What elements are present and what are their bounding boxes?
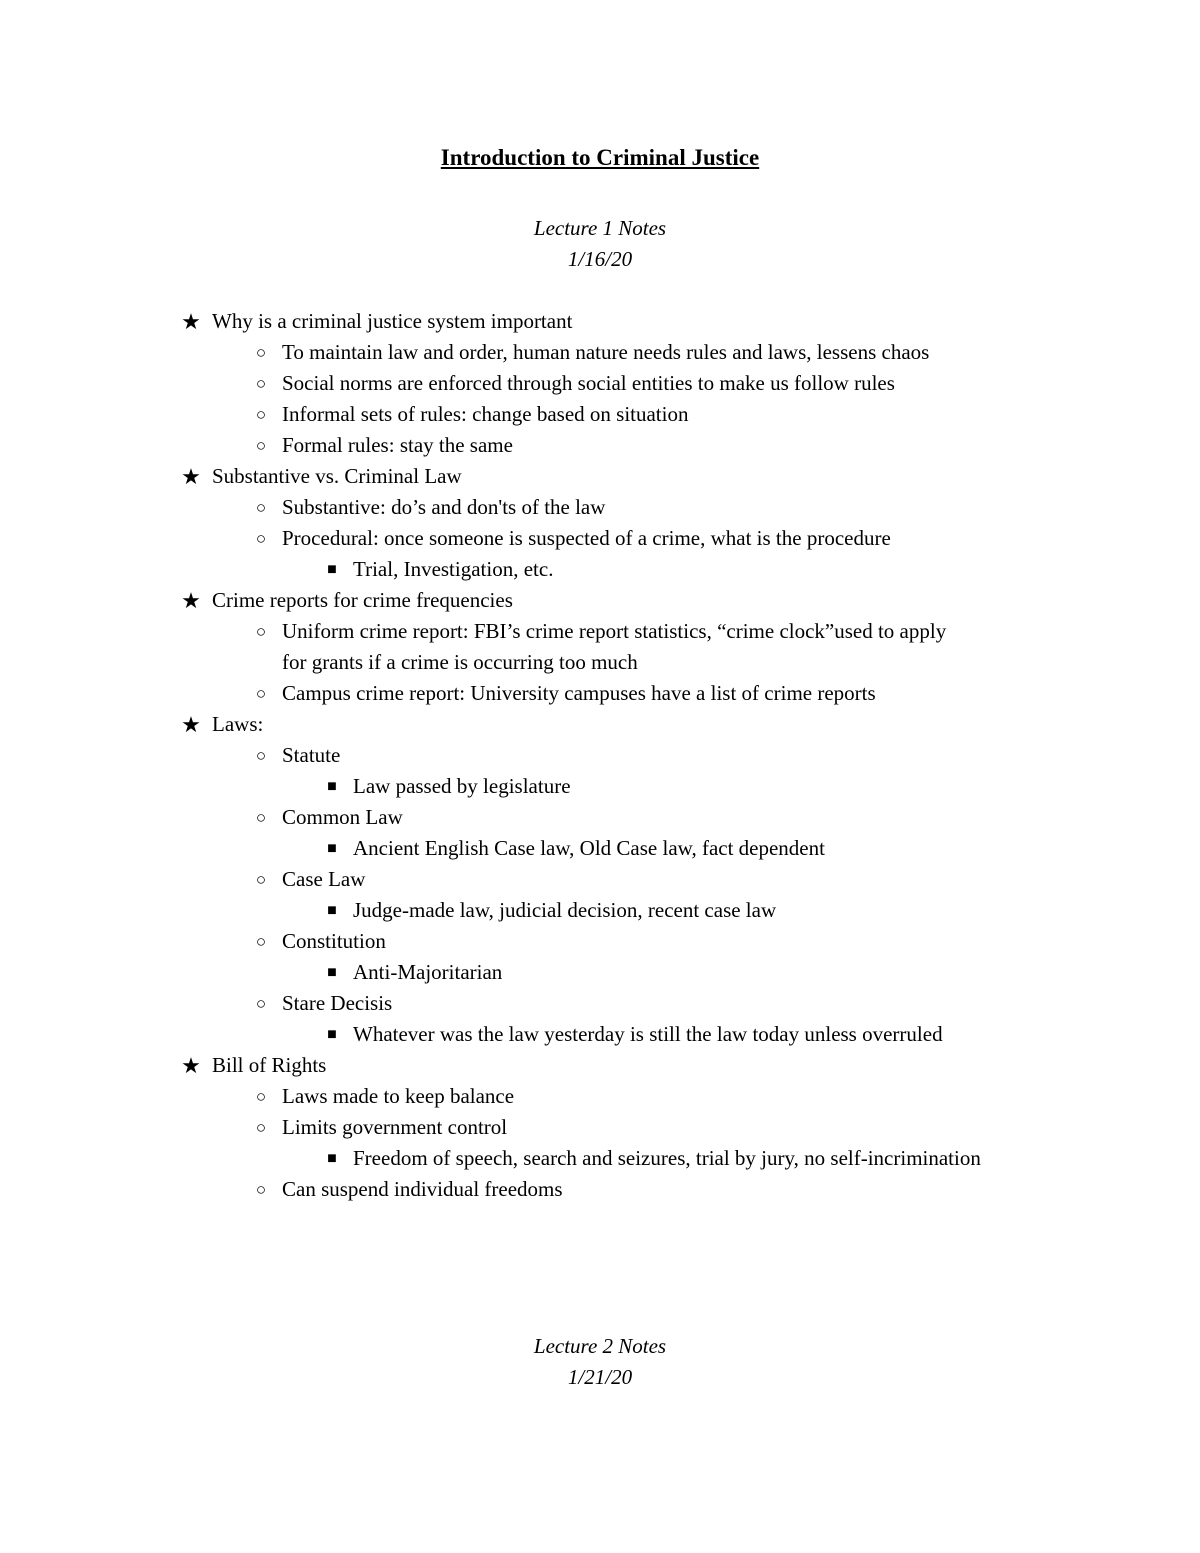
note-text: Uniform crime report: FBI’s crime report statistics, “crime clock”used to apply [282, 619, 947, 643]
note-text: Can suspend individual freedoms [282, 1177, 563, 1201]
star-bullet-icon: ★ [181, 588, 201, 613]
star-bullet-icon: ★ [181, 1053, 201, 1078]
note-text: Crime reports for crime frequencies [212, 588, 513, 612]
note-text: Judge-made law, judicial decision, recent case law [353, 898, 777, 922]
star-bullet-icon: ★ [181, 712, 201, 737]
circle-bullet-icon: ○ [255, 1087, 267, 1106]
note-text: Law passed by legislature [353, 774, 571, 798]
note-point [255, 368, 895, 399]
note-text: Informal sets of rules: change based on situation [282, 402, 689, 426]
note-text: Stare Decisis [282, 991, 393, 1015]
lecture-2-heading: Lecture 2 Notes [533, 1334, 667, 1358]
note-point [255, 337, 930, 368]
note-text: Freedom of speech, search and seizures, trial by jury, no self-incrimination [353, 1146, 981, 1170]
note-text: Substantive: do’s and don'ts of the law [282, 495, 606, 519]
note-text: Ancient English Case law, Old Case law, fact dependent [353, 836, 825, 860]
note-point [255, 1174, 563, 1205]
note-point [255, 678, 876, 709]
note-point [255, 1081, 515, 1112]
circle-bullet-icon: ○ [255, 529, 267, 548]
note-point [255, 988, 393, 1019]
square-bullet-icon: ■ [327, 778, 337, 795]
square-bullet-icon: ■ [327, 840, 337, 857]
note-text: To maintain law and order, human nature needs rules and laws, lessens chaos [282, 340, 930, 364]
square-bullet-icon: ■ [327, 1150, 337, 1167]
note-detail [327, 833, 825, 864]
square-bullet-icon: ■ [327, 561, 337, 578]
circle-bullet-icon: ○ [255, 1118, 267, 1137]
note-detail [327, 895, 777, 926]
circle-bullet-icon: ○ [255, 746, 267, 765]
note-topic [181, 709, 264, 740]
note-text: Substantive vs. Criminal Law [212, 464, 462, 488]
note-point [255, 926, 386, 957]
circle-bullet-icon: ○ [255, 343, 267, 362]
square-bullet-icon: ■ [327, 902, 337, 919]
star-bullet-icon: ★ [181, 309, 201, 334]
square-bullet-icon: ■ [327, 1026, 337, 1043]
note-text: Whatever was the law yesterday is still the law today unless overruled [353, 1022, 943, 1046]
lecture-2-date: 1/21/20 [567, 1365, 633, 1389]
note-topic [181, 306, 573, 337]
circle-bullet-icon: ○ [255, 405, 267, 424]
note-point [255, 616, 947, 678]
star-bullet-icon: ★ [181, 464, 201, 489]
note-text: Laws: [212, 712, 264, 736]
circle-bullet-icon: ○ [255, 1180, 267, 1199]
note-text: Why is a criminal justice system important [212, 309, 573, 333]
note-text: Statute [282, 743, 341, 767]
square-bullet-icon: ■ [327, 964, 337, 981]
circle-bullet-icon: ○ [255, 684, 267, 703]
note-text: Constitution [282, 929, 386, 953]
circle-bullet-icon: ○ [255, 498, 267, 517]
note-detail [327, 1019, 943, 1050]
circle-bullet-icon: ○ [255, 436, 267, 455]
note-text: Trial, Investigation, etc. [353, 557, 554, 581]
note-text: Laws made to keep balance [282, 1084, 515, 1108]
note-text: Anti-Majoritarian [353, 960, 503, 984]
note-point [255, 1112, 508, 1143]
note-text: Formal rules: stay the same [282, 433, 513, 457]
note-text: Procedural: once someone is suspected of a crime, what is the procedure [282, 526, 891, 550]
note-text: Limits government control [282, 1115, 508, 1139]
note-topic [181, 1050, 327, 1081]
note-point [255, 399, 689, 430]
note-detail [327, 771, 571, 802]
note-text: Campus crime report: University campuses have a list of crime reports [282, 681, 876, 705]
note-detail [327, 554, 554, 585]
note-detail [327, 1143, 981, 1174]
lecture-1-date: 1/16/20 [567, 247, 633, 271]
document-title: Introduction to Criminal Justice [440, 145, 760, 170]
circle-bullet-icon: ○ [255, 808, 267, 827]
circle-bullet-icon: ○ [255, 870, 267, 889]
note-text: Case Law [282, 867, 366, 891]
note-point [255, 523, 891, 554]
note-text: Social norms are enforced through social entities to make us follow rules [282, 371, 895, 395]
note-detail [327, 957, 503, 988]
note-point [255, 430, 513, 461]
circle-bullet-icon: ○ [255, 932, 267, 951]
circle-bullet-icon: ○ [255, 994, 267, 1013]
lecture-1-heading: Lecture 1 Notes [533, 216, 667, 240]
note-topic [181, 461, 462, 492]
note-point [255, 864, 366, 895]
note-point [255, 492, 606, 523]
note-topic [181, 585, 513, 616]
circle-bullet-icon: ○ [255, 374, 267, 393]
note-text: Bill of Rights [212, 1053, 327, 1077]
note-text-continued: for grants if a crime is occurring too much [282, 650, 638, 674]
note-point [255, 740, 341, 771]
note-point [255, 802, 403, 833]
note-text: Common Law [282, 805, 403, 829]
circle-bullet-icon: ○ [255, 622, 267, 641]
